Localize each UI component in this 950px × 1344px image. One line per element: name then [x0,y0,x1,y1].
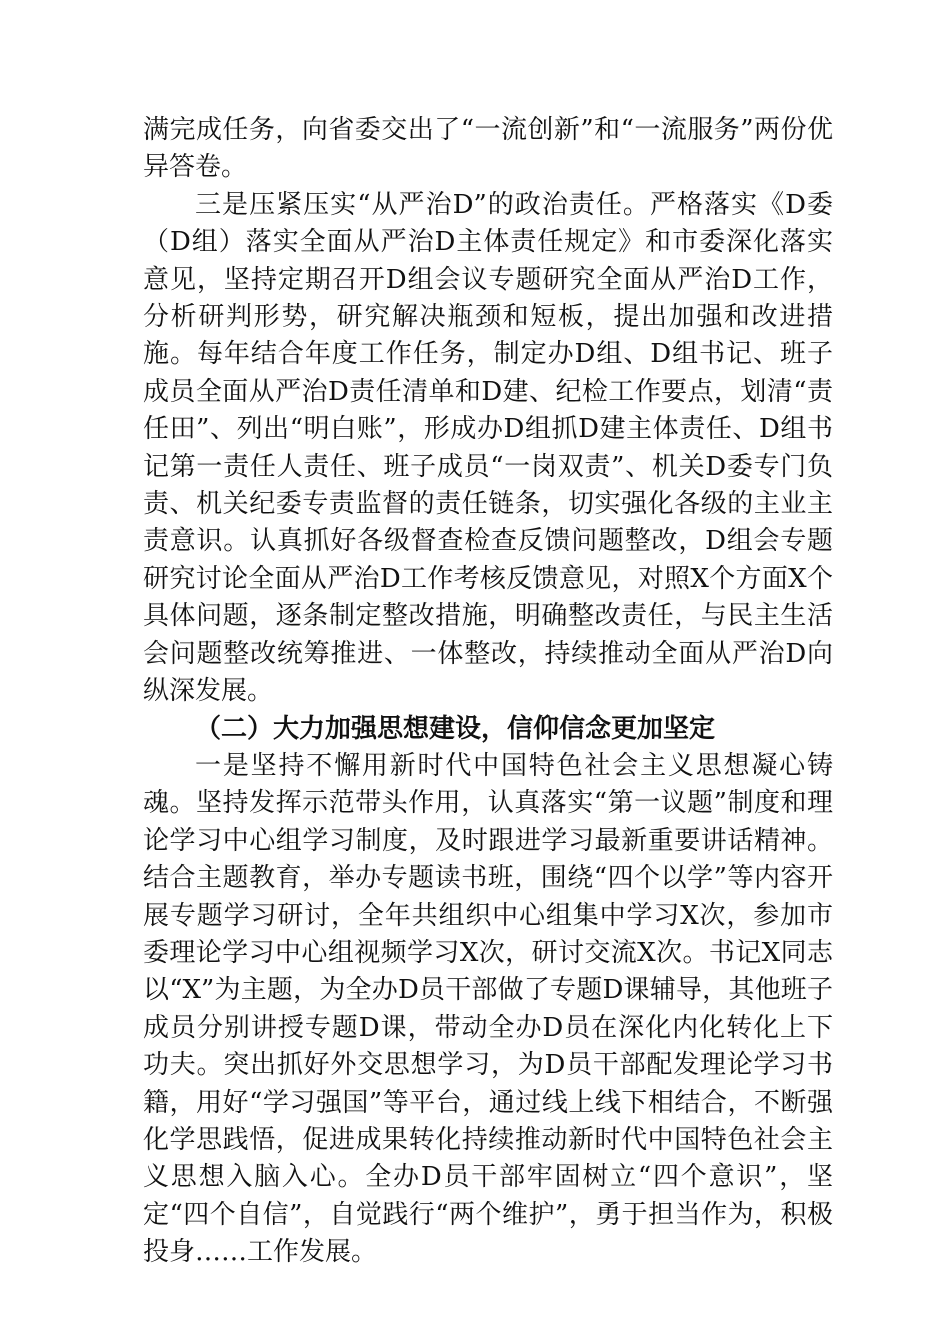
paragraph-strict-governance: 三是压紧压实“从严治D”的政治责任。严格落实《D委（D组）落实全面从严治D主体责任规定》和市委深化落实意见，坚持定期召开D组会议专题研究全面从严治D工作，分析研判形势，研究解决瓶颈和短板，提出加强和改进措施。每年结合年度工作任务，制定办D组、D组书记、班子成员全面从严治D责任清单和D建、纪检工作要点，划清“责任田”、列出“明白账”，形成办D组抓D建主体责任、D组书记第一责任人责任、班子成员“一岗双责”、机关D委专门负责、机关纪委专责监督的责任链条，切实强化各级的主业主责意识。认真抓好各级督查检查反馈问题整改，D组会专题研究讨论全面从严治D工作考核反馈意见，对照X个方面X个具体问题，逐条制定整改措施，明确整改责任，与民主生活会问题整改统筹推进、一体整改，持续推动全面从严治D向纵深发展。 [143,189,833,707]
paragraph-ideological-study: 一是坚持不懈用新时代中国特色社会主义思想凝心铸魂。坚持发挥示范带头作用，认真落实“第一议题”制度和理论学习中心组学习制度，及时跟进学习最新重要讲话精神。结合主题教育，举办专题读书班，围绕“四个以学”等内容开展专题学习研讨，全年共组织中心组集中学习X次，参加市委理论学习中心组视频学习X次，研讨交流X次。书记X同志以“X”为主题，为全办D员干部做了专题D课辅导，其他班子成员分别讲授专题D课，带动全办D员在深化内化转化上下功夫。突出抓好外交思想学习，为D员干部配发理论学习书籍，用好“学习强国”等平台，通过线上线下相结合，不断强化学思践悟，促进成果转化持续推动新时代中国特色社会主义思想入脑入心。全办D员干部牢固树立“四个意识”，坚定“四个自信”，自觉践行“两个维护”，勇于担当作为，积极投身……工作发展。 [143,750,833,1268]
section-heading-ideology: （二）大力加强思想建设，信仰信念更加坚定 [195,713,716,744]
document-body [143,112,833,1272]
paragraph-continuation: 满完成任务，向省委交出了“一流创新”和“一流服务”两份优异答卷。 [143,115,833,183]
